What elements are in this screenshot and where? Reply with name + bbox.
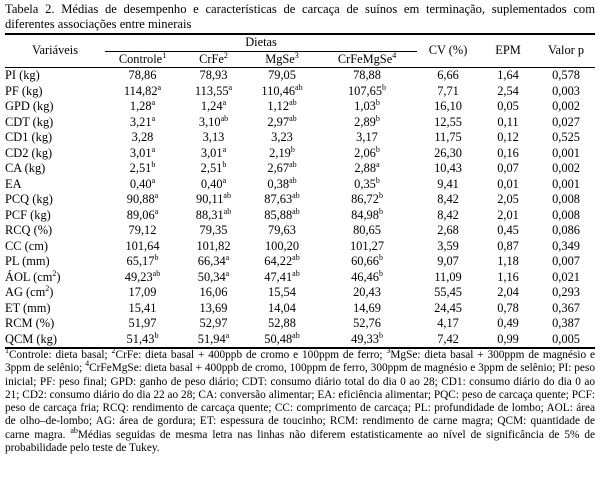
cell-diet-value: 66,34$^a$ bbox=[197, 252, 230, 268]
cell-p: 0,002 bbox=[552, 99, 580, 113]
cell-cv: 8,42 bbox=[437, 207, 459, 222]
cell-epm: 0,99 bbox=[479, 332, 537, 349]
cell-epm: 0,07 bbox=[497, 161, 519, 175]
cell-diet-value: 88,31$^{ab}$ bbox=[195, 206, 232, 222]
cell-cv: 26,30 bbox=[434, 145, 462, 160]
cell-variable: PF (kg) bbox=[5, 83, 43, 98]
results-table bbox=[5, 33, 595, 349]
cell-p: 0,578 bbox=[552, 68, 580, 82]
cell-diet-value: 78,88 bbox=[353, 68, 381, 82]
table-row bbox=[5, 239, 595, 255]
cell-epm: 1,16 bbox=[497, 269, 519, 284]
cell-diet-value: 1,28$^a$ bbox=[129, 97, 156, 113]
cell-diet-value: 2,67$^{ab}$ bbox=[267, 159, 297, 175]
cell-diet-value: 100,20 bbox=[264, 238, 300, 253]
cell-variable: ÁOL $(cm^2)$ bbox=[5, 268, 61, 284]
cell-variable: GPD (kg) bbox=[5, 99, 54, 113]
cell-variable: PI (kg) bbox=[5, 68, 40, 82]
header-diet-controle: Controle$^1$ bbox=[105, 51, 180, 68]
cell-diet-value: 15,41 bbox=[128, 300, 157, 315]
cell-diet-value: 14,04 bbox=[268, 300, 296, 315]
cell-p: 0,349 bbox=[552, 238, 580, 253]
cell-variable: ET (mm) bbox=[5, 300, 51, 315]
cell-diet-value: 3,23 bbox=[271, 130, 293, 144]
cell-epm: 0,12 bbox=[497, 130, 519, 144]
cell-diet-value: 52,97 bbox=[199, 316, 228, 330]
cell-diet-value: 20,43 bbox=[353, 285, 381, 299]
cell-diet-value: 2,89$^b$ bbox=[354, 113, 380, 129]
cell-diet-value: 79,63 bbox=[268, 223, 296, 237]
cell-diet-value: 49,33$^b$ bbox=[317, 332, 417, 349]
table-row bbox=[5, 208, 595, 224]
cell-epm: 0,05 bbox=[497, 99, 519, 113]
cell-p: 0,007 bbox=[552, 254, 580, 268]
cell-epm: 2,04 bbox=[497, 285, 519, 299]
table-row bbox=[5, 177, 595, 193]
header-row-1 bbox=[5, 34, 595, 51]
cell-variable: EA bbox=[5, 176, 22, 191]
cell-epm: 1,64 bbox=[497, 68, 519, 82]
cell-diet-value: 84,98$^b$ bbox=[351, 206, 383, 222]
table-row bbox=[5, 130, 595, 146]
cell-diet-value: 3,10$^{ab}$ bbox=[198, 113, 229, 129]
cell-diet-value: 101,64 bbox=[125, 238, 160, 253]
header-diet-crfemgse: CrFeMgSe$^4$ bbox=[317, 51, 417, 68]
cell-variable: CD2 (kg) bbox=[5, 145, 53, 160]
cell-diet-value: 101,27 bbox=[349, 238, 385, 253]
cell-epm: 0,49 bbox=[497, 316, 519, 330]
header-cv: CV (%) bbox=[417, 34, 479, 68]
table-row bbox=[5, 285, 595, 301]
cell-variable: RCM (%) bbox=[5, 316, 55, 330]
table-row bbox=[5, 223, 595, 239]
cell-diet-value: 80,65 bbox=[353, 223, 381, 237]
cell-diet-value: 113,55$^a$ bbox=[194, 82, 233, 98]
cell-diet-value: 50,34$^a$ bbox=[197, 268, 230, 284]
cell-diet-value: 1,12$^{ab}$ bbox=[267, 97, 297, 113]
cell-diet-value: 52,76 bbox=[353, 316, 381, 330]
cell-cv: 7,71 bbox=[437, 83, 459, 98]
header-diet-crfe: CrFe$^2$ bbox=[180, 51, 247, 68]
cell-diet-value: 65,17$^b$ bbox=[126, 252, 159, 268]
cell-diet-value: 51,97 bbox=[128, 316, 157, 330]
cell-variable: CA (kg) bbox=[5, 161, 46, 175]
cell-cv: 24,45 bbox=[434, 300, 462, 315]
cell-p: 0,008 bbox=[552, 207, 580, 222]
cell-variable: CC (cm) bbox=[5, 238, 49, 253]
cell-diet-value: 79,12 bbox=[128, 223, 157, 237]
cell-epm: 0,78 bbox=[497, 300, 519, 315]
cell-p: 0,027 bbox=[552, 114, 580, 129]
table-body bbox=[5, 68, 595, 349]
cell-epm: 0,01 bbox=[497, 176, 519, 191]
table-row bbox=[5, 254, 595, 270]
cell-cv: 11,09 bbox=[434, 269, 462, 284]
cell-diet-value: 14,69 bbox=[353, 300, 381, 315]
cell-p: 0,003 bbox=[552, 83, 580, 98]
cell-diet-value: 85,88$^{ab}$ bbox=[264, 206, 300, 222]
cell-diet-value: 46,46$^b$ bbox=[351, 268, 383, 284]
cell-diet-value: 2,06$^b$ bbox=[354, 144, 380, 160]
cell-diet-value: 0,38$^{ab}$ bbox=[267, 175, 297, 191]
cell-epm: 2,01 bbox=[497, 207, 519, 222]
cell-p: 0,002 bbox=[552, 161, 580, 175]
cell-diet-value: 2,97$^{ab}$ bbox=[267, 113, 297, 129]
cell-diet-value: 0,35$^b$ bbox=[354, 175, 380, 191]
cell-epm: 0,11 bbox=[497, 114, 519, 129]
cell-diet-value: 78,93 bbox=[199, 68, 228, 82]
cell-diet-value: 1,24$^a$ bbox=[200, 97, 227, 113]
cell-cv: 9,41 bbox=[437, 176, 459, 191]
cell-diet-value: 13,69 bbox=[199, 300, 228, 315]
cell-diet-value: 60,66$^b$ bbox=[351, 252, 383, 268]
cell-variable: PCQ (kg) bbox=[5, 192, 53, 206]
cell-p: 0,387 bbox=[552, 316, 580, 330]
cell-diet-value: 87,63$^{ab}$ bbox=[264, 190, 300, 206]
cell-p: 0,008 bbox=[552, 192, 580, 206]
cell-epm: 0,16 bbox=[497, 145, 519, 160]
cell-diet-value: 79,05 bbox=[268, 68, 296, 82]
table-row bbox=[5, 192, 595, 208]
cell-variable: CD1 (kg) bbox=[5, 130, 53, 144]
cell-diet-value: 86,72$^b$ bbox=[351, 190, 383, 206]
header-dietas: Dietas bbox=[105, 34, 417, 51]
cell-cv: 7,42 bbox=[417, 332, 479, 349]
header-valor-p: Valor p bbox=[537, 34, 595, 68]
cell-diet-value: 78,86 bbox=[128, 68, 157, 82]
table-row bbox=[5, 99, 595, 115]
cell-diet-value: 1,03$^b$ bbox=[354, 97, 380, 113]
cell-cv: 3,59 bbox=[437, 238, 459, 253]
table-row bbox=[5, 301, 595, 317]
cell-diet-value: 16,06 bbox=[199, 285, 228, 299]
cell-diet-value: 89,06$^a$ bbox=[126, 206, 159, 222]
cell-cv: 12,55 bbox=[434, 114, 462, 129]
cell-diet-value: 0,40$^a$ bbox=[129, 175, 156, 191]
cell-diet-value: 2,19$^b$ bbox=[269, 144, 295, 160]
cell-p: 0,001 bbox=[552, 145, 580, 160]
cell-epm: 0,87 bbox=[497, 238, 519, 253]
cell-diet-value: 2,88$^a$ bbox=[354, 159, 380, 175]
cell-variable: RCQ (%) bbox=[5, 223, 53, 237]
cell-p: 0,021 bbox=[552, 269, 580, 284]
cell-diet-value: 2,51$^b$ bbox=[200, 159, 227, 175]
table-row bbox=[5, 115, 595, 131]
cell-diet-value: 3,17 bbox=[356, 130, 378, 144]
cell-diet-value: 50,48$^{ab}$ bbox=[247, 332, 317, 349]
table-row bbox=[5, 146, 595, 162]
cell-epm: 2,05 bbox=[497, 192, 519, 206]
cell-cv: 11,75 bbox=[434, 130, 462, 144]
table-row bbox=[5, 161, 595, 177]
cell-cv: 8,42 bbox=[437, 192, 459, 206]
table-caption: Tabela 2. Médias de desempenho e características de carcaça de suínos em terminação, suplementados com diferentes associações entre minerais bbox=[5, 2, 595, 31]
cell-diet-value: 110,46$^{ab}$ bbox=[261, 82, 303, 98]
table-row bbox=[5, 84, 595, 100]
cell-diet-value: 114,82$^a$ bbox=[123, 82, 162, 98]
cell-diet-value: 3,28 bbox=[131, 130, 154, 144]
cell-variable: AG $(cm^2)$ bbox=[5, 283, 54, 299]
cell-variable: PL (mm) bbox=[5, 254, 50, 268]
cell-diet-value: 3,01$^a$ bbox=[129, 144, 156, 160]
cell-diet-value: 0,40$^a$ bbox=[200, 175, 227, 191]
cell-diet-value: 90,11$^{ab}$ bbox=[196, 190, 231, 206]
cell-variable: PCF (kg) bbox=[5, 207, 51, 222]
cell-p: 0,086 bbox=[552, 223, 580, 237]
table-row bbox=[5, 68, 595, 84]
cell-cv: 55,45 bbox=[434, 285, 462, 299]
cell-diet-value: 51,94$^a$ bbox=[180, 332, 247, 349]
cell-epm: 1,18 bbox=[497, 254, 519, 268]
cell-cv: 4,17 bbox=[437, 316, 459, 330]
cell-diet-value: 47,41$^{ab}$ bbox=[264, 268, 300, 284]
cell-diet-value: 64,22$^{ab}$ bbox=[264, 252, 300, 268]
header-variaveis: Variáveis bbox=[5, 34, 105, 68]
cell-epm: 2,54 bbox=[497, 83, 519, 98]
cell-p: 0,367 bbox=[552, 300, 580, 315]
cell-diet-value: 15,54 bbox=[268, 285, 296, 299]
header-diet-mgse: MgSe$^3$ bbox=[247, 51, 317, 68]
cell-p: 0,525 bbox=[552, 130, 580, 144]
cell-diet-value: 79,35 bbox=[199, 223, 228, 237]
cell-variable: QCM (kg) bbox=[5, 332, 105, 349]
cell-diet-value: 101,82 bbox=[196, 238, 231, 253]
cell-diet-value: 107,65$^b$ bbox=[347, 82, 387, 98]
cell-cv: 6,66 bbox=[437, 68, 459, 82]
cell-diet-value: 49,23$^{ab}$ bbox=[124, 268, 161, 284]
cell-p: 0,001 bbox=[552, 176, 580, 191]
cell-diet-value: 3,21$^a$ bbox=[129, 113, 156, 129]
table-row bbox=[5, 270, 595, 286]
cell-cv: 10,43 bbox=[434, 161, 462, 175]
cell-diet-value: 51,43$^b$ bbox=[105, 332, 180, 349]
table-footnote: $^1$Controle: dieta basal; $^2$CrFe: dieta basal + 400ppb de cromo e 100ppm de ferro; $^3$MgSe: dieta basal + 300ppm de magnésio e 3ppm de selênio; $^4$CrFeMgSe: dieta basal + 400ppb de cromo, 100ppm de ferro, 300ppm de magnésio e 3ppm de selênio; PI: peso inicial; PF: peso final; GPD: ganho de peso diário; CDT: consumo diário total do dia 0 ao 28; CD1: consumo diário do dia 0 ao 21; CD2: consumo diário do dia 22 ao 28; CA: conversão alimentar; EA: eficiência alimentar; PQC: peso de carcaça quente; PCF: peso de carcaça fria; RCQ: rendimento de carcaça quente; CC: comprimento de carcaça; PL: profundidade de lombo; AOL: área de olho–de-lombo; AG: área de gordura; ET: espessura de toucinho; RCM: rendimento de carne magra; QCM: quantidade de carne magra. $^{ab}$Médias seguidas de mesma letra nas linhas não diferem estatisticamente ao nível de significância de 5% de probabilidade pelo teste de Tukey. bbox=[5, 346, 595, 455]
cell-cv: 9,07 bbox=[437, 254, 459, 268]
cell-diet-value: 3,13 bbox=[202, 130, 225, 144]
table-row bbox=[5, 332, 595, 349]
cell-cv: 2,68 bbox=[437, 223, 459, 237]
cell-diet-value: 3,01$^a$ bbox=[200, 144, 227, 160]
cell-cv: 16,10 bbox=[434, 99, 462, 113]
cell-diet-value: 52,88 bbox=[268, 316, 296, 330]
cell-p: 0,293 bbox=[552, 285, 580, 299]
cell-diet-value: 17,09 bbox=[128, 285, 157, 299]
cell-variable: CDT (kg) bbox=[5, 114, 54, 129]
table-row bbox=[5, 316, 595, 332]
cell-epm: 0,45 bbox=[497, 223, 519, 237]
header-epm: EPM bbox=[479, 34, 537, 68]
cell-p: 0,005 bbox=[537, 332, 595, 349]
cell-diet-value: 90,88$^a$ bbox=[126, 190, 159, 206]
cell-diet-value: 2,51$^b$ bbox=[129, 159, 156, 175]
